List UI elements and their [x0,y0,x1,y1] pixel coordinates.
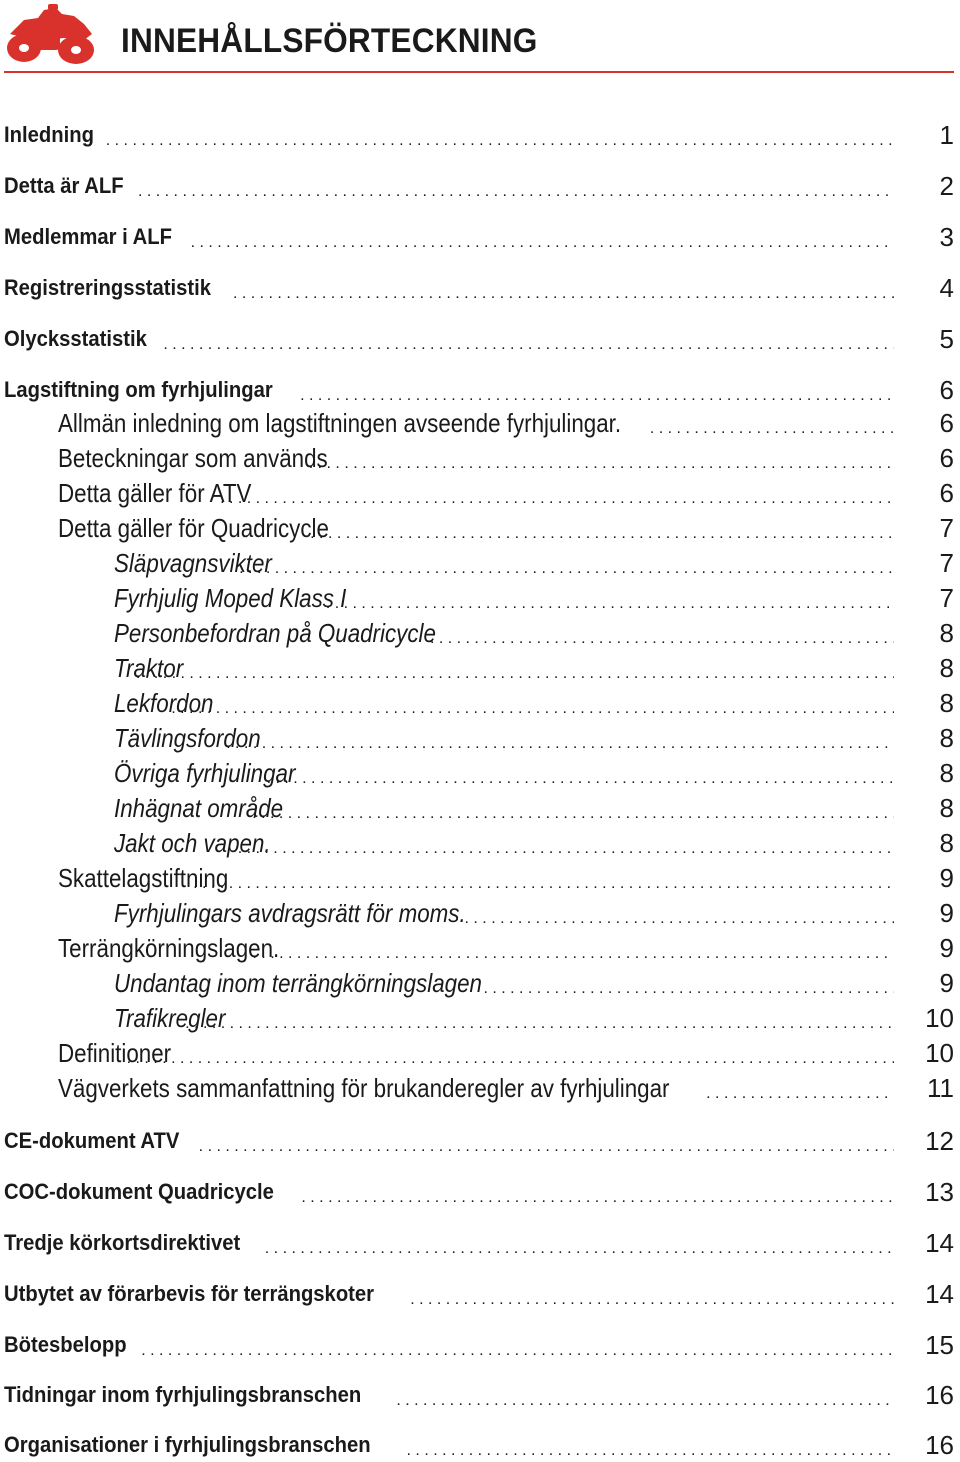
toc-entry-page-number: 8 [939,828,954,858]
dot-leader [310,523,894,545]
toc-entry[interactable] [0,861,960,895]
toc-entry[interactable] [0,169,960,203]
toc-entry[interactable] [0,686,960,720]
toc-entry-label: Trafikregler [114,1003,226,1033]
toc-entry-label: Personbefordran på Quadricycle [114,618,436,648]
page-header [0,0,960,75]
toc-entry-label: Detta gäller för ATV [58,478,252,508]
dot-leader [309,453,894,475]
toc-entry[interactable] [0,1071,960,1105]
toc-entry-label: Skattelagstiftning [58,863,229,893]
toc-entry-label: Lagstiftning om fyrhjulingar [4,377,273,402]
toc-entry[interactable] [0,651,960,685]
toc-entry[interactable] [0,271,960,305]
toc-entry-line [4,1378,894,1412]
toc-entry-line [58,931,894,965]
toc-entry-label: Övriga fyrhjulingar [114,758,296,788]
dot-leader [239,558,894,580]
toc-entry-label: Registreringsstatistik [4,275,211,300]
toc-entry[interactable] [0,1124,960,1158]
toc-entry-page-number: 5 [939,324,954,354]
toc-entry-line [58,406,894,440]
toc-entry-line [4,1328,894,1362]
toc-entry-line [4,1428,894,1462]
toc-entry-label: CE-dokument ATV [4,1128,180,1153]
toc-entry-label: Bötesbelopp [4,1332,127,1357]
toc-entry-page-number: 7 [939,513,954,543]
dot-leader [185,1013,894,1035]
dot-leader [326,593,894,615]
toc-entry[interactable] [0,721,960,755]
toc-entry[interactable] [0,220,960,254]
dot-leader [138,181,894,203]
dot-leader [220,488,894,510]
toc-entry-page-number: 7 [939,583,954,613]
dot-leader [238,838,894,860]
toc-entry-line [114,1001,894,1035]
dot-leader [410,1289,894,1311]
toc-entry-line [58,511,894,545]
toc-entry-page-number: 3 [939,222,954,252]
toc-entry[interactable] [0,546,960,580]
toc-entry-page-number: 8 [939,653,954,683]
dot-leader [465,908,894,930]
toc-entry[interactable] [0,756,960,790]
toc-entry-line [58,1071,894,1105]
dot-leader [141,1340,894,1362]
toc-entry[interactable] [0,406,960,440]
toc-entry-page-number: 4 [939,273,954,303]
toc-entry[interactable] [0,322,960,356]
toc-entry[interactable] [0,1378,960,1412]
toc-entry-line [114,686,894,720]
toc-entry[interactable] [0,1328,960,1362]
toc-entry-label: Fyrhjulingars avdragsrätt för moms. [114,898,466,928]
toc-entry-page-number: 8 [939,758,954,788]
toc-entry-page-number: 13 [925,1177,954,1207]
toc-entry-page-number: 1 [939,120,954,150]
toc-entry-page-number: 9 [939,863,954,893]
toc-entry-line [4,169,894,203]
toc-entry[interactable] [0,441,960,475]
dot-leader [136,663,894,685]
toc-entry-label: Terrängkörningslagen. [58,933,280,963]
toc-entry-line [114,896,894,930]
dot-leader [226,733,894,755]
toc-entry-line [4,1226,894,1260]
toc-entry-page-number: 8 [939,793,954,823]
toc-entry-line [58,1036,894,1070]
toc-entry-page-number: 11 [927,1073,954,1103]
toc-entry[interactable] [0,511,960,545]
toc-entry-line [4,322,894,356]
dot-leader [191,232,894,254]
toc-entry[interactable] [0,1036,960,1070]
toc-entry-page-number: 8 [939,723,954,753]
toc-entry-page-number: 10 [925,1038,954,1068]
toc-entry-line [114,756,894,790]
dot-leader [706,1083,894,1105]
toc-entry-page-number: 10 [925,1003,954,1033]
toc-entry[interactable] [0,1226,960,1260]
toc-entry[interactable] [0,966,960,1000]
toc-entry[interactable] [0,373,960,407]
toc-entry-line [58,476,894,510]
toc-entry[interactable] [0,1001,960,1035]
toc-entry-label: COC-dokument Quadricycle [4,1179,274,1204]
toc-entry-line [114,721,894,755]
toc-entry-label: Vägverkets sammanfattning för brukanderegler av fyrhjulingar [58,1073,670,1103]
toc-entry-page-number: 9 [939,968,954,998]
toc-entry-line [114,826,894,860]
toc-entry-label: Jakt och vapen. [114,828,271,858]
toc-entry-line [58,861,894,895]
toc-entry-line [114,966,894,1000]
toc-entry-page-number: 12 [925,1126,954,1156]
dot-leader [650,418,894,440]
dot-leader [265,1238,894,1260]
toc-entry-line [114,546,894,580]
toc-entry-label: Tävlingsfordon [114,723,261,753]
toc-entry-page-number: 6 [939,375,954,405]
toc-entry-label: Tidningar inom fyrhjulingsbranschen [4,1382,362,1407]
toc-entry-page-number: 7 [939,548,954,578]
toc-entry-label: Tredje körkortsdirektivet [4,1230,241,1255]
toc-entry[interactable] [0,118,960,152]
toc-entry-page-number: 15 [925,1330,954,1360]
toc-entry[interactable] [0,896,960,930]
toc-entry-label: Undantag inom terrängkörningslagen [114,968,482,998]
dot-leader [430,628,894,650]
toc-entry-line [4,220,894,254]
toc-entry[interactable] [0,616,960,650]
dot-leader [252,943,894,965]
toc-entry[interactable] [0,476,960,510]
toc-entry-label: Utbytet av förarbevis för terrängskoter [4,1281,375,1306]
toc-entry-line [4,1175,894,1209]
toc-entry-label: Inledning [4,122,94,147]
toc-entry-label: Traktor [114,653,184,683]
toc-entry[interactable] [0,1175,960,1209]
toc-entry-page-number: 9 [939,933,954,963]
toc-entry-line [114,651,894,685]
toc-entry-page-number: 9 [939,898,954,928]
dot-leader [301,1187,894,1209]
toc-entry-page-number: 16 [925,1430,954,1460]
toc-entry-line [114,791,894,825]
dot-leader [407,1440,894,1462]
dot-leader [233,283,894,305]
toc-entry-page-number: 14 [925,1228,954,1258]
dot-leader [171,698,894,720]
atv-icon [4,4,96,66]
toc-entry-page-number: 16 [925,1380,954,1410]
toc-entry-page-number: 8 [939,688,954,718]
dot-leader [127,1048,894,1070]
toc-entry-page-number: 6 [939,478,954,508]
toc-entry-line [114,581,894,615]
toc-entry-label: Definitioner [58,1038,172,1068]
toc-entry-label: Organisationer i fyrhjulingsbranschen [4,1432,371,1457]
dot-leader [163,334,894,356]
dot-leader [396,1390,894,1412]
toc-entry-line [114,616,894,650]
toc-entry-line [4,1277,894,1311]
header-divider [4,71,954,73]
toc-entry-label: Olycksstatistik [4,326,147,351]
toc-entry-label: Detta är ALF [4,173,124,198]
toc-entry[interactable] [0,931,960,965]
toc-entry-line [58,441,894,475]
toc-entry-label: Detta gäller för Quadricycle [58,513,329,543]
toc-entry[interactable] [0,1428,960,1462]
toc-entry-label: Beteckningar som används [58,443,328,473]
toc-entry[interactable] [0,581,960,615]
toc-entry-label: Släpvagnsvikter [114,548,272,578]
toc-entry-page-number: 2 [939,171,954,201]
toc-entry-page-number: 6 [939,408,954,438]
toc-entry-label: Inhägnat område [114,793,284,823]
toc-entry[interactable] [0,826,960,860]
dot-leader [193,873,894,895]
dot-leader [300,385,894,407]
toc-entry-label: Medlemmar i ALF [4,224,172,249]
dot-leader [199,1136,894,1158]
toc-entry-line [4,1124,894,1158]
dot-leader [106,130,894,152]
toc-entry-line [4,271,894,305]
toc-entry-label: Allmän inledning om lagstiftningen avseende fyrhjulingar. [58,408,622,438]
toc-entry-line [4,373,894,407]
dot-leader [483,978,894,1000]
toc-entry-page-number: 8 [939,618,954,648]
page-title: INNEHÅLLSFÖRTECKNING [121,22,538,60]
toc-entry-page-number: 6 [939,443,954,473]
toc-entry[interactable] [0,1277,960,1311]
toc-entry-page-number: 14 [925,1279,954,1309]
dot-leader [252,803,894,825]
dot-leader [267,768,894,790]
toc-entry-label: Fyrhjulig Moped Klass I [114,583,347,613]
toc-entry[interactable] [0,791,960,825]
toc-entry-label: Lekfordon [114,688,214,718]
toc-entry-line [4,118,894,152]
